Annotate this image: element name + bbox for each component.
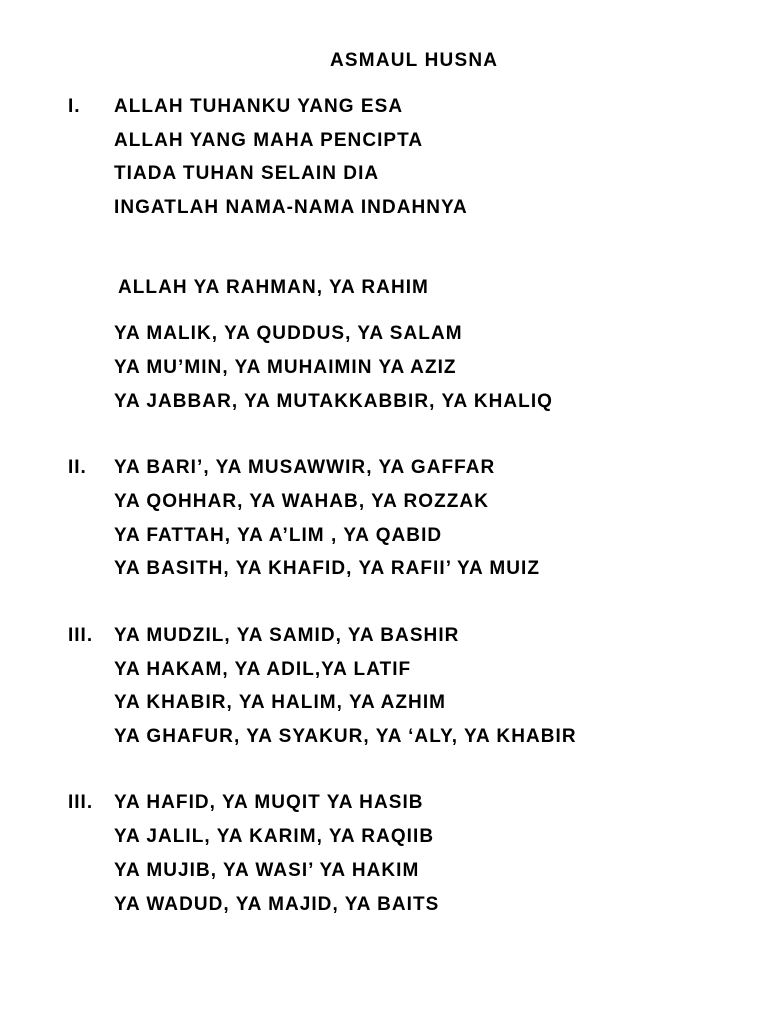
refrain-line: ALLAH YA RAHMAN, YA RAHIM — [118, 277, 429, 298]
lyric-line: YA HAKAM, YA ADIL,YA LATIF — [114, 659, 412, 680]
lyric-line: YA JABBAR, YA MUTAKKABBIR, YA KHALIQ — [114, 391, 553, 412]
section-numeral-1: I. — [68, 96, 81, 117]
lyric-line: YA MUDZIL, YA SAMID, YA BASHIR — [114, 625, 460, 646]
lyric-line: YA GHAFUR, YA SYAKUR, YA ‘ALY, YA KHABIR — [114, 726, 577, 747]
document-title: ASMAUL HUSNA — [330, 50, 499, 71]
lyric-line: YA BASITH, YA KHAFID, YA RAFII’ YA MUIZ — [114, 558, 540, 579]
lyric-line: INGATLAH NAMA-NAMA INDAHNYA — [114, 197, 468, 218]
lyric-line: YA BARI’, YA MUSAWWIR, YA GAFFAR — [114, 457, 496, 478]
lyric-line: YA MALIK, YA QUDDUS, YA SALAM — [114, 323, 463, 344]
lyric-line: YA HAFID, YA MUQIT YA HASIB — [114, 792, 424, 813]
section-numeral-3: III. — [68, 625, 94, 646]
lyric-line: TIADA TUHAN SELAIN DIA — [114, 163, 380, 184]
lyric-line: ALLAH YANG MAHA PENCIPTA — [114, 130, 424, 151]
lyric-line: YA JALIL, YA KARIM, YA RAQIIB — [114, 826, 435, 847]
lyric-line: YA QOHHAR, YA WAHAB, YA ROZZAK — [114, 491, 489, 512]
section-numeral-4: III. — [68, 792, 94, 813]
lyric-line: YA FATTAH, YA A’LIM , YA QABID — [114, 525, 443, 546]
lyric-line: ALLAH TUHANKU YANG ESA — [114, 96, 404, 117]
lyric-line: YA MU’MIN, YA MUHAIMIN YA AZIZ — [114, 357, 457, 378]
section-numeral-2: II. — [68, 457, 87, 478]
lyric-line: YA WADUD, YA MAJID, YA BAITS — [114, 894, 440, 915]
lyric-line: YA MUJIB, YA WASI’ YA HAKIM — [114, 860, 420, 881]
lyric-line: YA KHABIR, YA HALIM, YA AZHIM — [114, 692, 447, 713]
